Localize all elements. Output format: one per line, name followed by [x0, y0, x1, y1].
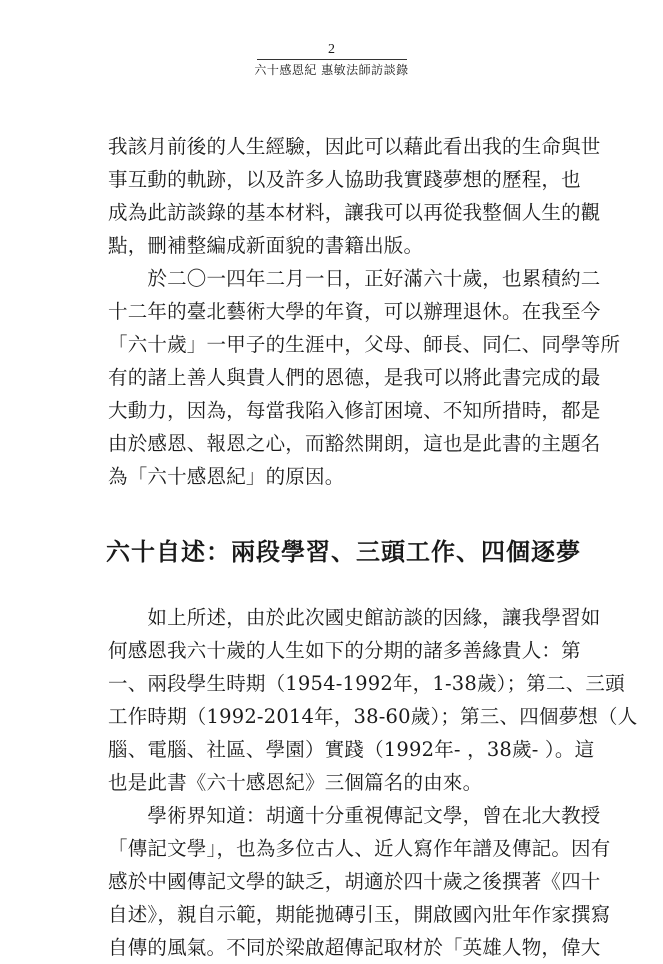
- text-line: 自述》，親自示範，期能拋磚引玉，開啟國內壯年作家撰寫: [108, 903, 611, 926]
- page-header: [0, 42, 663, 78]
- paragraph: [108, 262, 621, 493]
- text-line: 「六十歲」一甲子的生涯中，父母、師長、同仁、同學等所: [108, 333, 621, 356]
- section-heading: 六十自述：兩段學習、三頭工作、四個逐夢: [106, 537, 581, 566]
- text-line: 事互動的軌跡，以及許多人協助我實踐夢想的歷程，也: [108, 168, 581, 191]
- text-line: 自傳的風氣。不同於梁啟超傳記取材於「英雄人物，偉大: [108, 936, 601, 959]
- text-line: 感於中國傳記文學的缺乏，胡適於四十歲之後撰著《四十: [108, 870, 601, 893]
- page-number: 2: [328, 42, 335, 57]
- main-text: [106, 130, 638, 964]
- text-line: 腦、電腦、社區、學園）實踐（1992年- ，38歲- ）。這: [108, 738, 595, 761]
- header-divider: [257, 59, 407, 60]
- paragraph: [108, 601, 638, 799]
- text-line: 何感恩我六十歲的人生如下的分期的諸多善緣貴人：第: [108, 639, 581, 662]
- text-line: 十二年的臺北藝術大學的年資，可以辦理退休。在我至今: [108, 300, 601, 323]
- text-line: 成為此訪談錄的基本材料，讓我可以再從我整個人生的觀: [108, 201, 601, 224]
- section-body: [108, 601, 638, 964]
- text-line: 「傳記文學」，也為多位古人、近人寫作年譜及傳記。因有: [108, 837, 611, 860]
- text-line: 一、兩段學生時期（1954-1992年，1-38歲）；第二、三頭: [108, 672, 625, 695]
- text-line: 由於感恩、報恩之心，而豁然開朗，這也是此書的主題名: [108, 432, 601, 455]
- text-line: 大動力，因為，每當我陷入修訂困境、不知所措時，都是: [108, 399, 601, 422]
- text-line: 如上所述，由於此次國史館訪談的因緣，讓我學習如: [108, 606, 601, 629]
- text-line: 學術界知道：胡適十分重視傳記文學，曾在北大教授: [108, 804, 601, 827]
- text-line: 於二〇一四年二月一日，正好滿六十歲，也累積約二: [108, 267, 601, 290]
- text-line: 我該月前後的人生經驗，因此可以藉此看出我的生命與世: [108, 135, 601, 158]
- running-title: 六十感恩紀 惠敏法師訪談錄: [254, 63, 409, 77]
- text-line: 為「六十感恩紀」的原因。: [108, 465, 345, 488]
- text-line: 有的諸上善人與貴人們的恩德，是我可以將此書完成的最: [108, 366, 601, 389]
- paragraph: [108, 130, 601, 262]
- text-line: 工作時期（1992-2014年，38-60歲）；第三、四個夢想（人: [108, 705, 638, 728]
- paragraph: [108, 799, 611, 964]
- text-line: 也是此書《六十感恩紀》三個篇名的由來。: [108, 771, 483, 794]
- text-line: 點，刪補整編成新面貌的書籍出版。: [108, 234, 424, 257]
